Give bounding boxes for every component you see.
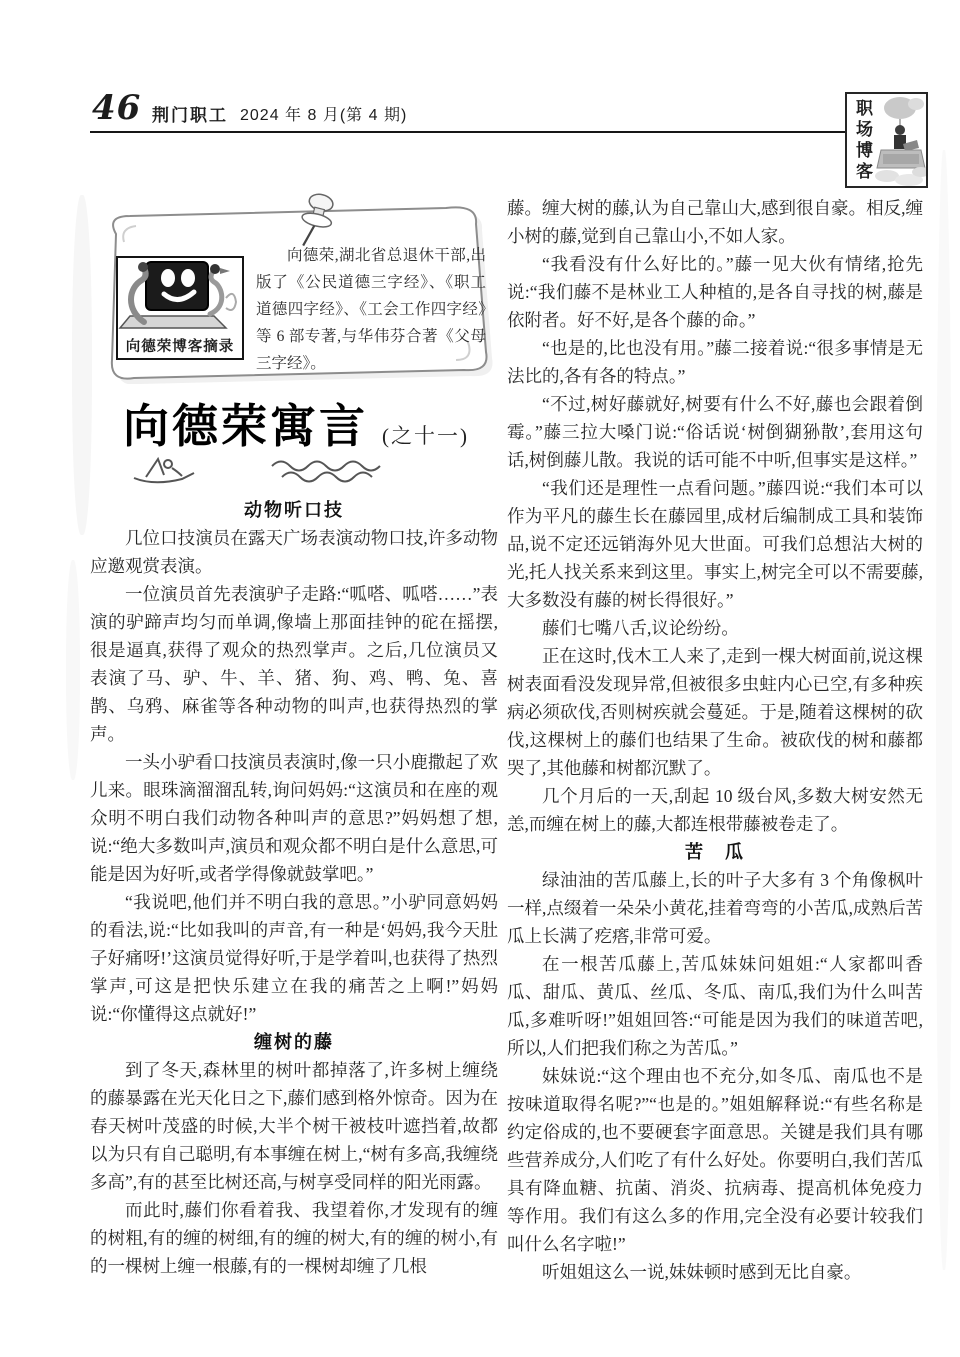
story-paragraph: 绿油油的苦瓜藤上,长的叶子大多有 3 个角像枫叶一样,点缀着一朵朵小黄花,挂着弯弯的小苦瓜,成熟后苦瓜上长满了疙瘩,非常可爱。 [507, 870, 923, 946]
article-title-sub: (之十一) [382, 424, 469, 448]
story-paragraph: 藤。缠大树的藤,认为自己靠山大,感到很自豪。相反,缠小树的藤,觉到自己靠山小,不如人家。 [507, 198, 923, 246]
story-paragraph: 妹妹说:“这个理由也不充分,如冬瓜、南瓜也不是按味道取得名呢?”“也是的。”姐姐解释说:“有些名称是约定俗成的,也不要硬套字面意思。关键是我们具有哪些营养成分,人们吃了有什么好处。你要明白,我们苦瓜具有降血糖、抗菌、消炎、抗病毒、提高机体免疫力等作用。我们有这么多的作用,完全没有必要计较我们叫什么名字啦!” [507, 1066, 923, 1254]
title-doodles [128, 452, 426, 488]
squiggle-doodle-icon [266, 456, 426, 484]
section-heading-bitter-melon: 苦 瓜 [685, 842, 745, 862]
story-paragraph: “我们还是理性一点看问题。”藤四说:“我们本可以作为平凡的藤生长在藤园里,成材后编制成工具和装饰品,说不定还远销海外见大世面。可我们总想沾大树的光,托人找关系来到这里。事实上,树完全可以不需要藤,大多数没有藤的树长得很好。” [507, 478, 923, 610]
desk-worker-illustration [873, 94, 926, 186]
story-paragraph: “不过,树好藤就好,树要有什么不好,藤也会跟着倒霉。”藤三拉大嗓门说:“俗话说‘树倒猢狲散’,套用这句话,树倒藤儿散。我说的话可能不中听,但事实是这样。” [507, 394, 923, 470]
right-text-column [507, 194, 923, 1286]
page-number: 46 [92, 88, 142, 128]
story-paragraph: “我说吧,他们并不明白我的意思。”小驴同意妈妈的看法,说:“比如我叫的声音,有一种是‘妈妈,我今天肚子好痛呀!’这演员觉得好听,于是学着叫,也获得了热烈掌声,可这是把快乐建立在我的痛苦之上啊!”妈妈说:“你懂得这点就好!” [90, 892, 498, 1024]
story-paragraph: 在一根苦瓜藤上,苦瓜妹妹问姐姐:“人家都叫香瓜、甜瓜、黄瓜、丝瓜、冬瓜、南瓜,我们为什么叫苦瓜,多难听呀!”姐姐回答:“可能是因为我们的味道苦吧,所以,人们把我们称之为苦瓜。” [507, 954, 923, 1058]
story-paragraph: 一头小驴看口技演员表演时,像一只小鹿撒起了欢儿来。眼珠滴溜溜乱转,询问妈妈:“这演员和在座的观众明不明白我们动物各种叫声的意思?”妈妈想了想,说:“绝大多数叫声,演员和观众都不明白是什么意思,可能是因为好听,或者学得像就鼓掌吧。” [90, 752, 498, 884]
story-paragraph: 几位口技演员在露天广场表演动物口技,许多动物应邀观赏表演。 [90, 528, 498, 576]
story-paragraph: 藤们七嘴八舌,议论纷纷。 [542, 618, 739, 638]
scan-smudge [72, 195, 92, 535]
journal-name: 荆门职工 [152, 106, 228, 125]
story-paragraph: 几个月后的一天,刮起 10 级台风,多数大树安然无恙,而缠在树上的藤,大都连根带藤被卷走了。 [507, 786, 923, 834]
blogger-note-box [96, 202, 498, 384]
header-rule [90, 131, 845, 133]
article-title: 向德荣寓言 [123, 400, 368, 452]
section-heading-animals: 动物听口技 [244, 500, 344, 520]
blogger-note-caption: 向德荣博客摘录 [125, 339, 235, 355]
blogger-bio-text: 向德荣,湖北省总退休干部,出版了《公民道德三字经》、《职工道德四字经》、《工会工作四字经》等 6 部专著,与华伟芬合著《父母三字经》。 [256, 247, 486, 372]
left-text-column [90, 496, 498, 1280]
story-paragraph: 到了冬天,森林里的树叶都掉落了,许多树上缠绕的藤暴露在光天化日之下,藤们感到格外惊奇。因为在春天树叶茂盛的时候,大半个树干被枝叶遮挡着,故都以为只有自己聪明,有本事缠在树上,“树有多高,我缠绕多高”,有的甚至比树还高,与树享受同样的阳光雨露。 [90, 1060, 498, 1192]
scan-smudge [66, 560, 80, 780]
story-paragraph: 而此时,藤们你看着我、我望着你,才发现有的缠的树粗,有的缠的树细,有的缠的树大,有的缠的树小,有的一棵树上缠一根藤,有的一棵树却缠了几根 [90, 1200, 498, 1276]
story-paragraph: 一位演员首先表演驴子走路:“呱嗒、呱嗒……”表演的驴蹄声均匀而单调,像墙上那面挂钟的砣在摇摆,很是逼真,获得了观众的热烈掌声。之后,几位演员又表演了马、驴、牛、羊、猪、狗、鸡、鸭、兔、喜鹊、乌鸦、麻雀等各种动物的叫声,也获得热烈的掌声。 [90, 584, 498, 744]
story-paragraph: 听姐姐这么一说,妹妹顿时感到无比自豪。 [542, 1262, 862, 1282]
scan-smudge [936, 150, 952, 1270]
section-heading-vine: 缠树的藤 [254, 1032, 334, 1052]
story-paragraph: 正在这时,伐木工人来了,走到一棵大树面前,说这棵树表面看没发现异常,但被很多虫蛀内心已空,有多种疾病必须砍伐,否则树疾就会蔓延。于是,随着这棵树的砍伐,这棵树上的藤们也结果了生命。被砍伐的树和藤都哭了,其他藤和树都沉默了。 [507, 646, 923, 778]
issue-info: 2024 年 8 月(第 4 期) [240, 107, 408, 124]
story-paragraph: “我看没有什么好比的。”藤一见大伙有情绪,抢先说:“我们藤不是林业工人种植的,是各自寻找的树,藤是依附者。好不好,是各个藤的命。” [507, 254, 923, 330]
column-tag-label: 职场博客 [853, 99, 872, 183]
article-title-row [90, 390, 502, 456]
computer-mascot-icon [118, 258, 242, 335]
boat-doodle-icon [128, 452, 220, 488]
blogger-mascot-card [116, 256, 244, 360]
story-paragraph: “也是的,比也没有用。”藤二接着说:“很多事情是无法比的,各有各的特点。” [507, 338, 923, 386]
column-tag-box [845, 92, 928, 188]
